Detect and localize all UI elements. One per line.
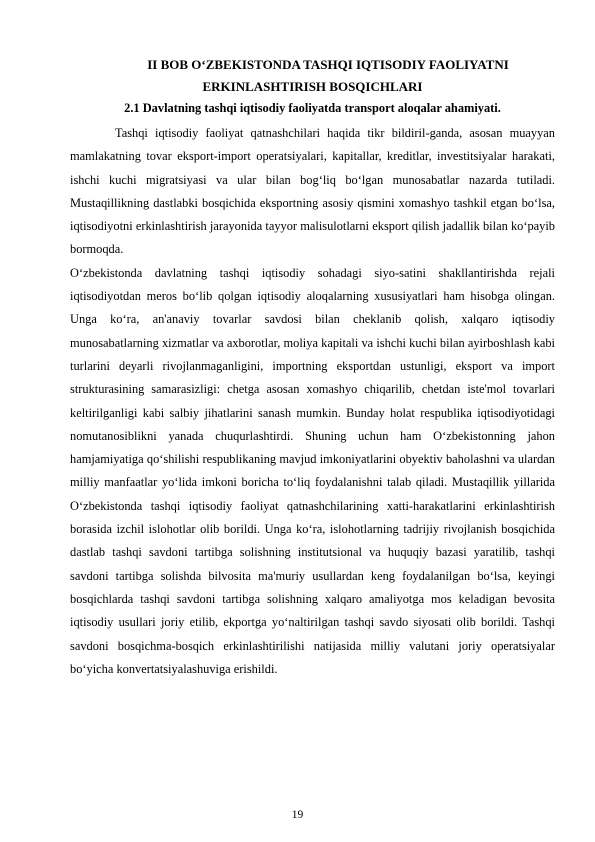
paragraph-2: O‘zbekistonda davlatning tashqi iqtisodiy sohadagi siyo-satini shakllantirishda rejali iqtisodiyotdan meros bo‘lib qolgan iqtisodiy aloqalarning xususiyatlari ham hisobga olingan. Unga ko‘ra, an'anaviy tovarlar savdosi bilan cheklanib qolish, xalqaro iqtisodiy munosabatlarning xizmatlar va axborotlar, moliya kapitali va ishchi kuchi bilan ayirboshlash kabi turlarini deyarli rivojlanmaganligini, importning eksportdan ustunligi, eksport va import strukturasining samarasizligi: chetga asosan xomashyo chiqarilib, chetdan iste'mol tovarlari keltirilganligi kabi salbiy jihatlarini sanash mumkin. Bunday holat respublika iqtisodiyotidagi nomutanosiblikni yanada chuqurlashtirdi. Shuning uchun ham O‘zbekistonning jahon hamjamiyatiga qo‘shilishi respublikaning mavjud imkoniyatlarini obyektiv baholashni va ulardan milliy manfaatlar yo‘lida imkoni boricha to‘liq foydalanishni talab qiladi. Mustaqillik yillarida O‘zbekistonda tashqi iqtisodiy faoliyat qatnashchilarining xatti-harakatlarini erkinlashtirish borasida izchil islohotlar olib borildi. Unga ko‘ra, islohotlarning tadrijiy rivojlanish bosqichida dastlab tashqi savdoni tartibga solishning institutsional va huquqiy bazasi yaratilib, tashqi savdoni tartibga solishda bilvosita ma'muriy usullardan keng foydalanilgan bo‘lsa, keyingi bosqichlarda tashqi savdoni tartibga solishning xalqaro amaliyotga mos keladigan bevosita iqtisodiy usullari joriy etilib, ekportga yo‘naltirilgan tashqi savdo siyosati olib borildi. Tashqi savdoni bosqichma-bosqich erkinlashtirilishi natijasida milliy valutani joriy operatsiyalar bo‘yicha konvertatsiyalashuviga erishildi.: [70, 265, 555, 676]
chapter-title-line-2: ERKINLASHTIRISH BOSQICHLARI: [202, 79, 423, 94]
body-text: [70, 122, 555, 681]
page-number: 19: [291, 809, 304, 821]
section-title: 2.1 Davlatning tashqi iqtisodiy faoliyatda transport aloqalar ahamiyati.: [124, 101, 501, 115]
chapter-title-line-1: II BOB O‘ZBEKISTONDA TASHQI IQTISODIY FAOLIYATNI: [147, 57, 509, 72]
paragraph-1: Tashqi iqtisodiy faoliyat qatnashchilari haqida tikr bildiril-ganda, asosan muayyan mamlakatning tovar eksport-import operatsiyalari, kapitallar, kreditlar, investitsiyalar harakati, ishchi kuchi migratsiyasi va ular bilan bog‘liq bo‘lgan munosabatlar nazarda tutiladi. Mustaqillikning dastlabki bosqichida eksportning asosiy qismini xomashyo tashkil etgan bo‘lsa, iqtisodiyotni erkinlashtirish jarayonida tayyor malisulotlarni eksport qilish jadallik bilan ko‘payib bormoqda.: [70, 126, 555, 257]
